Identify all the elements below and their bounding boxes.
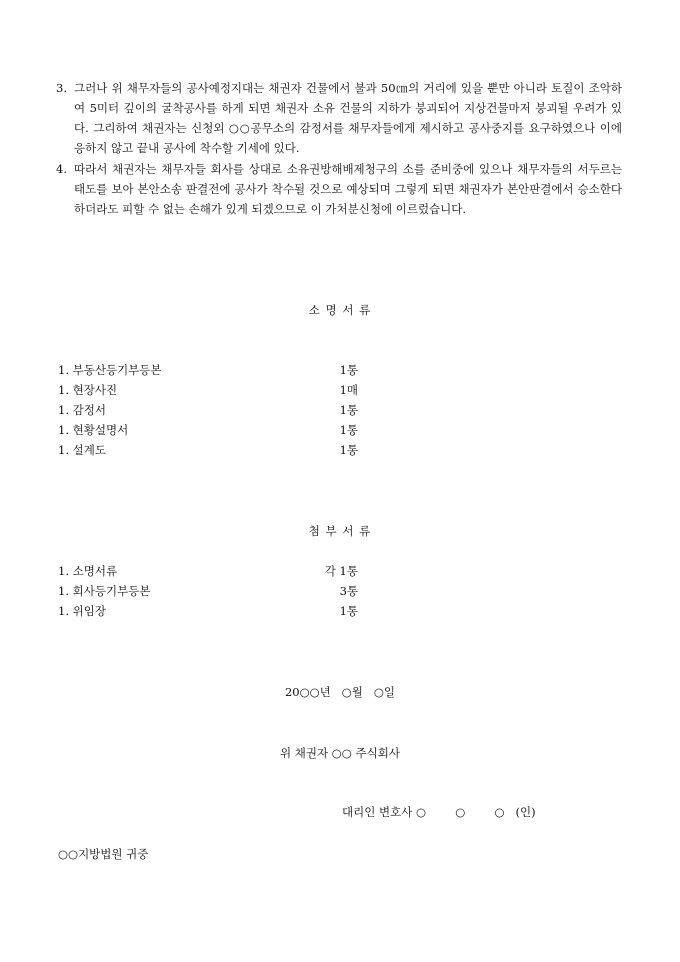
item-bullet: 1.	[58, 423, 69, 437]
item-quantity: 1통	[339, 403, 358, 417]
item-quantity: 각 1통	[324, 564, 358, 578]
paragraph-number: 3.	[56, 81, 67, 95]
attachment-item	[58, 563, 358, 581]
item-name: 설계도	[72, 443, 106, 457]
item-quantity: 3통	[339, 584, 358, 598]
item-bullet: 1.	[58, 383, 69, 397]
item-name: 현장사진	[72, 383, 118, 397]
evidence-heading: 소 명 서 류	[308, 303, 372, 317]
item-bullet: 1.	[58, 564, 69, 578]
paragraph-number: 4.	[56, 162, 67, 176]
creditor-line: 위 채권자 ○○ 주식회사	[280, 746, 400, 760]
court-addressee: ○○지방법원 귀중	[58, 847, 149, 861]
item-bullet: 1.	[58, 443, 69, 457]
item-bullet: 1.	[58, 363, 69, 377]
item-quantity: 1통	[339, 363, 358, 377]
item-name: 위임장	[72, 604, 106, 618]
item-quantity: 1통	[339, 423, 358, 437]
item-name: 부동산등기부등본	[72, 363, 162, 377]
item-name: 회사등기부등본	[72, 584, 151, 598]
evidence-item	[58, 362, 358, 380]
item-bullet: 1.	[58, 604, 69, 618]
item-bullet: 1.	[58, 584, 69, 598]
paragraph-text: 그러나 위 채무자들의 공사예정지대는 채권자 건물에서 불과 50㎝의 거리에 있을 뿐만 아니라 토질이 조악하여 5미터 깊이의 굴착공사를 하게 되면 채권자 소유 건물의 지하가 붕괴되어 지상건물마저 붕괴될 우려가 있다. 그리하여 채권자는 신청외 ○○공무소의 감정서를 채무자들에게 제시하고 공사중지를 요구하였으나 이에 응하지 않고 끝내 공사에 착수할 기세에 있다.	[74, 81, 622, 155]
item-quantity: 1통	[339, 443, 358, 457]
item-quantity: 1매	[339, 383, 358, 397]
attachment-item	[58, 603, 358, 621]
paragraph-3	[56, 78, 622, 158]
attachments-heading: 첨 부 서 류	[308, 524, 372, 538]
attorney-signature-line: 대리인 변호사 ○ ○ ○ (인)	[342, 805, 536, 819]
item-bullet: 1.	[58, 403, 69, 417]
paragraph-4	[56, 159, 622, 219]
evidence-item	[58, 422, 358, 440]
paragraph-text: 따라서 채권자는 채무자들 회사를 상대로 소유권방해배제청구의 소를 준비중에 있으나 채무자들의 서두르는 태도를 보아 본안소송 판결전에 공사가 착수될 것으로 예상되며 그렇게 되면 채권자가 본안판결에서 승소한다 하더라도 피할 수 없는 손해가 있게 되겠으므로 이 가처분신청에 이르렀습니다.	[74, 162, 622, 216]
item-quantity: 1통	[339, 604, 358, 618]
attachment-item	[58, 583, 358, 601]
evidence-item	[58, 442, 358, 460]
item-name: 현황설명서	[72, 423, 129, 437]
evidence-item	[58, 382, 358, 400]
date-line: 20○○년 ○월 ○일	[284, 685, 396, 699]
item-name: 소명서류	[72, 564, 118, 578]
evidence-item	[58, 402, 358, 420]
item-name: 감정서	[72, 403, 106, 417]
